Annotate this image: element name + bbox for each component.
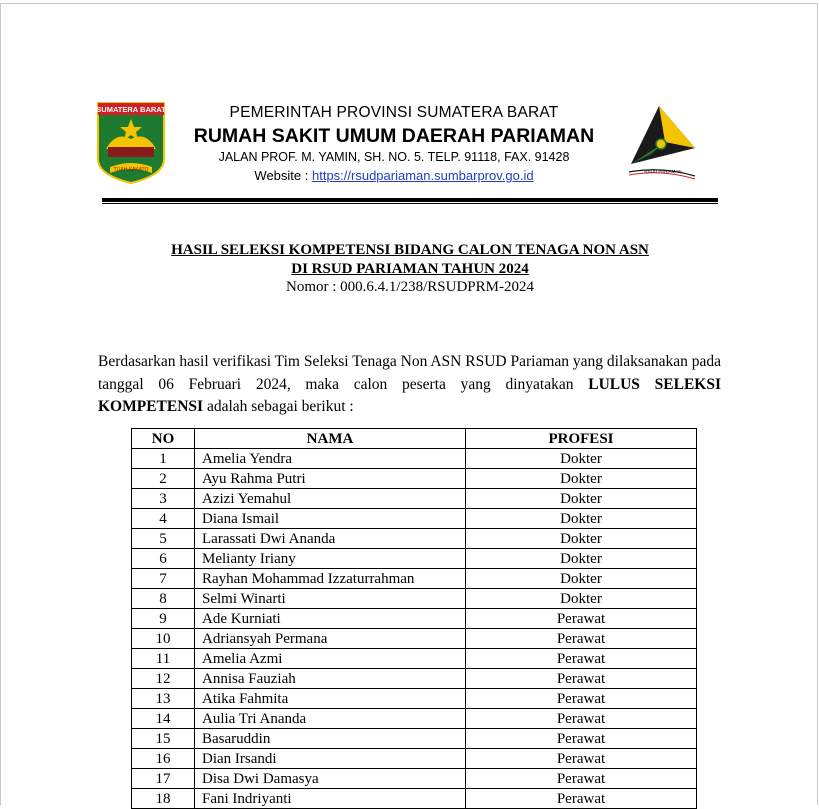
- row-nama: Amelia Azmi: [195, 649, 466, 669]
- website-label: Website :: [254, 168, 312, 183]
- row-no: 5: [132, 529, 195, 549]
- table-header-row: [132, 429, 697, 449]
- table-row: [132, 689, 697, 709]
- table-row: [132, 649, 697, 669]
- document-title-line2: DI RSUD PARIAMAN TAHUN 2024: [291, 261, 529, 277]
- row-nama: Dian Irsandi: [195, 749, 466, 769]
- table-row: [132, 589, 697, 609]
- header-profesi: PROFESI: [466, 429, 697, 449]
- row-nama: Adriansyah Permana: [195, 629, 466, 649]
- row-profesi: Dokter: [466, 449, 697, 469]
- table-row: [132, 709, 697, 729]
- document-title-line1: HASIL SELEKSI KOMPETENSI BIDANG CALON TENAGA NON ASN: [171, 242, 649, 258]
- table-row: [132, 489, 697, 509]
- table-row: [132, 789, 697, 809]
- row-no: 8: [132, 589, 195, 609]
- letterhead: [169, 102, 619, 185]
- row-nama: Azizi Yemahul: [195, 489, 466, 509]
- row-no: 9: [132, 609, 195, 629]
- letterhead-rule-thick: [102, 198, 718, 202]
- row-nama: Melianty Iriany: [195, 549, 466, 569]
- website-line: [169, 167, 619, 185]
- row-profesi: Dokter: [466, 509, 697, 529]
- svg-text:TUAH SAKATO: TUAH SAKATO: [113, 167, 149, 173]
- row-nama: Ayu Rahma Putri: [195, 469, 466, 489]
- row-no: 15: [132, 729, 195, 749]
- row-profesi: Dokter: [466, 589, 697, 609]
- table-row: [132, 729, 697, 749]
- row-profesi: Perawat: [466, 789, 697, 809]
- row-nama: Disa Dwi Damasya: [195, 769, 466, 789]
- row-profesi: Perawat: [466, 769, 697, 789]
- row-no: 1: [132, 449, 195, 469]
- table-row: [132, 629, 697, 649]
- row-profesi: Perawat: [466, 689, 697, 709]
- table-row: [132, 509, 697, 529]
- document-number: Nomor : 000.6.4.1/238/RSUDPRM-2024: [286, 279, 534, 295]
- table-row: [132, 449, 697, 469]
- row-nama: Diana Ismail: [195, 509, 466, 529]
- table-row: [132, 769, 697, 789]
- row-no: 11: [132, 649, 195, 669]
- row-nama: Aulia Tri Ananda: [195, 709, 466, 729]
- rsud-pariaman-logo: [621, 102, 703, 186]
- government-name: PEMERINTAH PROVINSI SUMATERA BARAT: [229, 104, 559, 121]
- hospital-name: RUMAH SAKIT UMUM DAERAH PARIAMAN: [193, 125, 595, 147]
- table-row: [132, 569, 697, 589]
- row-no: 17: [132, 769, 195, 789]
- intro-text-1: Berdasarkan hasil verifikasi Tim Seleksi Tenaga Non ASN RSUD Pariaman yang dilaksanakan pada tanggal 06 Februari 2024, maka calon peserta yang dinyatakan: [98, 353, 721, 393]
- row-profesi: Perawat: [466, 649, 697, 669]
- row-profesi: Dokter: [466, 489, 697, 509]
- row-profesi: Perawat: [466, 669, 697, 689]
- svg-text:SUMATERA BARAT: SUMATERA BARAT: [96, 105, 166, 114]
- row-profesi: Dokter: [466, 549, 697, 569]
- table-row: [132, 669, 697, 689]
- row-profesi: Perawat: [466, 709, 697, 729]
- row-nama: Amelia Yendra: [195, 449, 466, 469]
- row-no: 4: [132, 509, 195, 529]
- row-no: 18: [132, 789, 195, 809]
- row-nama: Selmi Winarti: [195, 589, 466, 609]
- letterhead-rule-thin: [102, 203, 718, 204]
- row-profesi: Perawat: [466, 749, 697, 769]
- row-profesi: Perawat: [466, 629, 697, 649]
- table-row: [132, 549, 697, 569]
- row-profesi: Perawat: [466, 729, 697, 749]
- row-nama: Fani Indriyanti: [195, 789, 466, 809]
- header-nama: NAMA: [195, 429, 466, 449]
- row-nama: Larassati Dwi Ananda: [195, 529, 466, 549]
- table-row: [132, 469, 697, 489]
- table-row: [132, 529, 697, 549]
- row-no: 16: [132, 749, 195, 769]
- row-no: 2: [132, 469, 195, 489]
- table-row: [132, 749, 697, 769]
- row-nama: Atika Fahmita: [195, 689, 466, 709]
- row-nama: Annisa Fauziah: [195, 669, 466, 689]
- row-profesi: Dokter: [466, 469, 697, 489]
- intro-text-2: adalah sebagai berikut :: [203, 398, 354, 415]
- row-nama: Rayhan Mohammad Izzaturrahman: [195, 569, 466, 589]
- table-row: [132, 609, 697, 629]
- intro-bold: LULUS SELEKSI KOMPETENSI: [98, 375, 721, 415]
- row-no: 3: [132, 489, 195, 509]
- row-no: 14: [132, 709, 195, 729]
- row-nama: Ade Kurniati: [195, 609, 466, 629]
- row-profesi: Perawat: [466, 609, 697, 629]
- row-no: 12: [132, 669, 195, 689]
- results-table: [131, 428, 697, 809]
- row-no: 7: [132, 569, 195, 589]
- website-link[interactable]: https://rsudpariaman.sumbarprov.go.id: [311, 168, 534, 183]
- svg-text:RSUD PARIAMAN: RSUD PARIAMAN: [644, 169, 682, 174]
- row-nama: Basaruddin: [195, 729, 466, 749]
- sumbar-crest-logo: [96, 101, 166, 185]
- header-no: NO: [132, 429, 195, 449]
- intro-paragraph: [98, 351, 721, 419]
- document-page: [0, 3, 818, 805]
- row-no: 6: [132, 549, 195, 569]
- row-no: 10: [132, 629, 195, 649]
- row-no: 13: [132, 689, 195, 709]
- row-profesi: Dokter: [466, 529, 697, 549]
- row-profesi: Dokter: [466, 569, 697, 589]
- hospital-address: JALAN PROF. M. YAMIN, SH. NO. 5. TELP. 91118, FAX. 91428: [218, 150, 570, 164]
